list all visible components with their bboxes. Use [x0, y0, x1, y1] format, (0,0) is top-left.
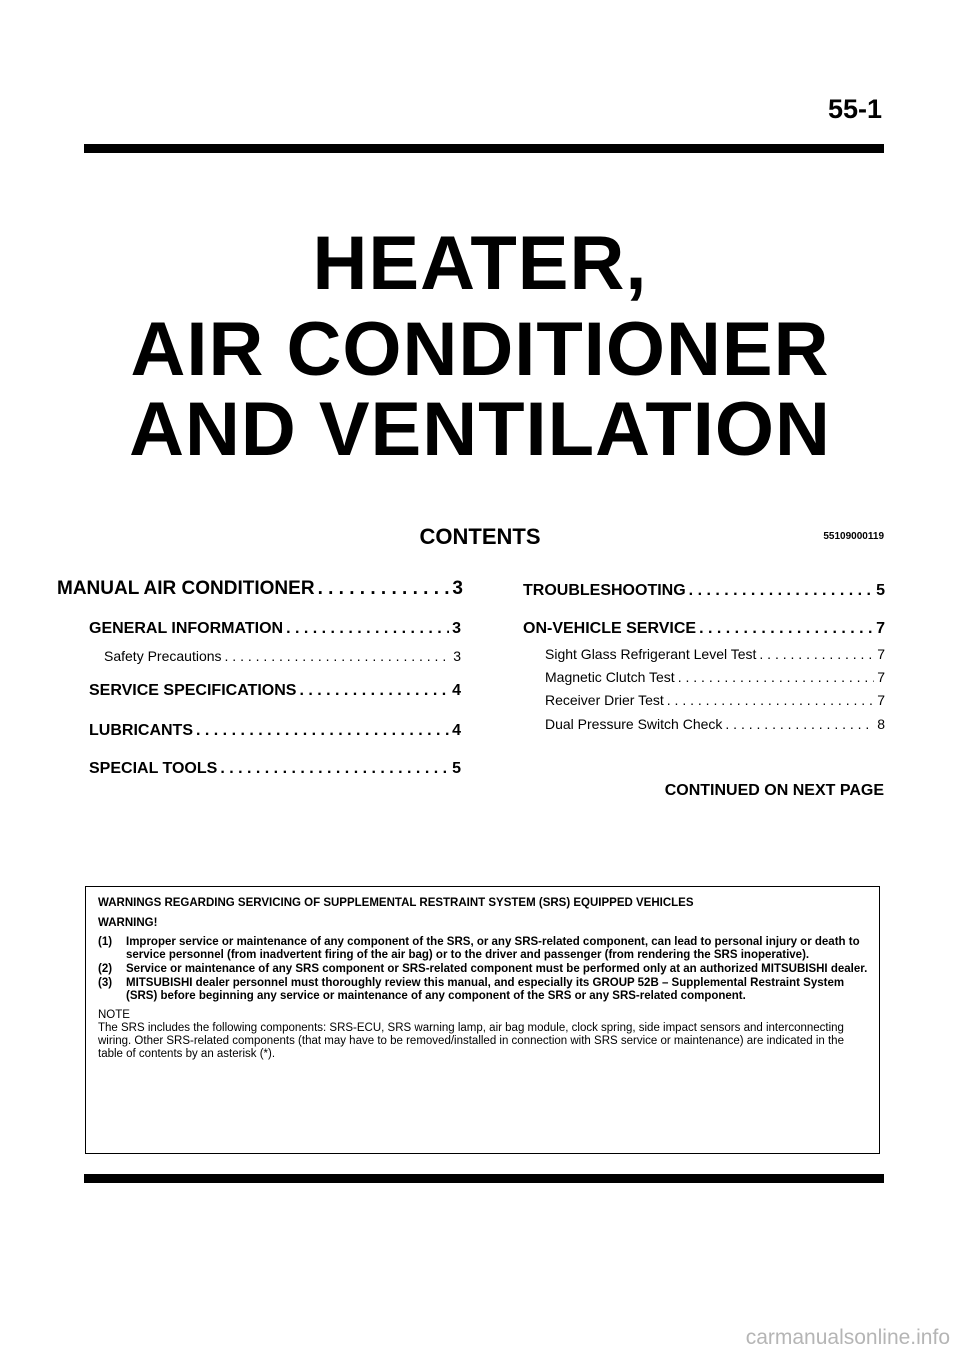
- watermark: carmanualsonline.info: [745, 1326, 950, 1349]
- toc-leader: [667, 692, 874, 708]
- toc-page: 7: [877, 669, 885, 685]
- toc-label: LUBRICANTS: [89, 722, 193, 739]
- warning-item-text: Improper service or maintenance of any component of the SRS, or any SRS-related component, can lead to personal injury or death to service personnel (from inadvertent firing of the air bag) or to the driver and passenger (from rendering the SRS inoperative).: [126, 936, 860, 961]
- note-label: NOTE: [98, 1009, 130, 1021]
- toc-label: GENERAL INFORMATION: [89, 620, 284, 637]
- toc-leader: [196, 722, 449, 740]
- toc-label: TROUBLESHOOTING: [523, 582, 686, 599]
- title-line-2: AIR CONDITIONER: [130, 307, 830, 392]
- page-number: 55-1: [827, 94, 882, 124]
- toc-entry-sight-glass-test[interactable]: [545, 646, 885, 662]
- continued-note: CONTINUED ON NEXT PAGE: [664, 782, 884, 799]
- toc-leader: [699, 620, 873, 638]
- warning-item-number: (1): [98, 936, 113, 948]
- toc-leader: [286, 620, 449, 638]
- warning-heading: WARNINGS REGARDING SERVICING OF SUPPLEMENTAL RESTRAINT SYSTEM (SRS) EQUIPPED VEHICLES: [98, 897, 694, 909]
- toc-leader: [725, 716, 874, 732]
- toc-leader: [689, 582, 873, 600]
- toc-entry-special-tools[interactable]: [89, 760, 461, 778]
- toc-label: Dual Pressure Switch Check: [545, 716, 723, 732]
- toc-page: 4: [452, 682, 461, 699]
- toc-entry-safety-precautions[interactable]: [104, 648, 461, 664]
- warning-item-text: Service or maintenance of any SRS component or SRS-related component must be performed only at an authorized MITSUBISHI dealer.: [126, 963, 868, 975]
- toc-label: Safety Precautions: [104, 648, 222, 664]
- warning-item-number: (3): [98, 977, 113, 989]
- toc-leader: [220, 760, 449, 778]
- toc-label: MANUAL AIR CONDITIONER: [57, 578, 315, 599]
- toc-label: Magnetic Clutch Test: [545, 669, 675, 685]
- title-line-3: AND VENTILATION: [129, 387, 831, 472]
- toc-page: 8: [877, 716, 885, 732]
- toc-entry-service-specifications[interactable]: [89, 682, 461, 700]
- bottom-rule: [84, 1174, 884, 1183]
- toc-leader: [759, 646, 874, 662]
- toc-page: 5: [876, 582, 885, 599]
- warning-label: WARNING!: [98, 917, 158, 929]
- toc-page: 5: [452, 760, 461, 777]
- toc-page: 3: [453, 648, 461, 664]
- toc-label: SERVICE SPECIFICATIONS: [89, 682, 297, 699]
- toc-entry-lubricants[interactable]: [89, 722, 461, 740]
- toc-entry-on-vehicle-service[interactable]: [523, 620, 885, 638]
- toc-entry-magnetic-clutch-test[interactable]: [545, 669, 885, 685]
- toc-leader: [299, 682, 449, 700]
- toc-leader: [318, 578, 450, 600]
- toc-entry-receiver-drier-test[interactable]: [545, 692, 885, 708]
- top-rule: [84, 144, 884, 153]
- toc-page: 7: [877, 646, 885, 662]
- toc-page: 4: [452, 722, 461, 739]
- toc-entry-manual-air-conditioner[interactable]: [57, 578, 463, 600]
- toc-label: ON-VEHICLE SERVICE: [523, 620, 697, 637]
- toc-entry-troubleshooting[interactable]: [523, 582, 885, 600]
- toc-page: 7: [876, 620, 885, 637]
- toc-label: Receiver Drier Test: [545, 692, 664, 708]
- toc-entry-general-information[interactable]: [89, 620, 461, 638]
- toc-entry-dual-pressure-switch-check[interactable]: [545, 716, 885, 732]
- toc-leader: [225, 648, 451, 664]
- toc-leader: [678, 669, 875, 685]
- toc-label: Sight Glass Refrigerant Level Test: [545, 646, 757, 662]
- toc-page: 7: [877, 692, 885, 708]
- warning-item-text: MITSUBISHI dealer personnel must thoroughly review this manual, and especially its GROUP 52B – Supplemental Restraint System (SRS) before beginning any service or maintenance of any component of the SRS or any SRS-related component.: [126, 977, 845, 1002]
- document-code: 55109000119: [823, 531, 884, 542]
- warning-item: [98, 977, 869, 1003]
- srs-warning-box: [85, 886, 880, 1154]
- toc-page: 3: [452, 578, 463, 599]
- note-text: The SRS includes the following components: SRS-ECU, SRS warning lamp, air bag module, clock spring, side impact sensors and interconnecting wiring. Other SRS-related components (that may have to be removed/installed in connection with SRS service or maintenance) are indicated in the table of contents by an asterisk (*).: [98, 1022, 844, 1060]
- title-line-1: HEATER,: [312, 221, 648, 306]
- toc-label: SPECIAL TOOLS: [89, 760, 218, 777]
- warning-item: [98, 963, 869, 976]
- toc-page: 3: [452, 620, 461, 637]
- warning-item: [98, 936, 869, 962]
- warning-item-number: (2): [98, 963, 113, 975]
- contents-heading: CONTENTS: [419, 524, 541, 549]
